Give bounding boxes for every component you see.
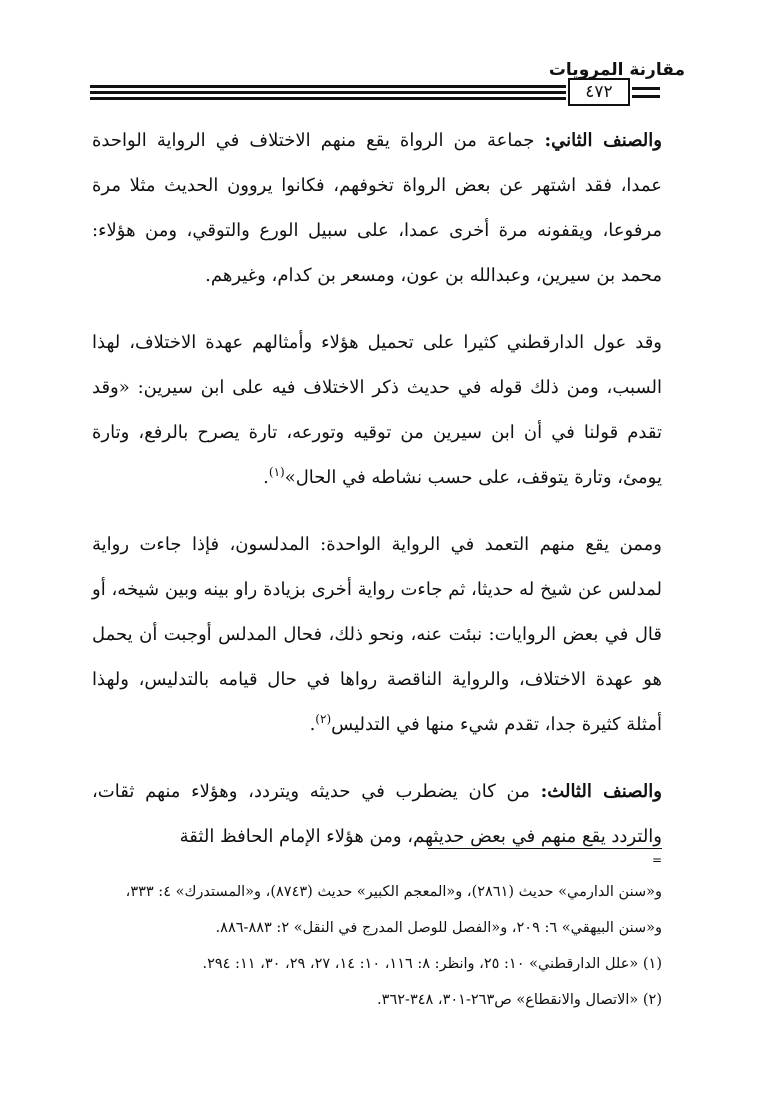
paragraph-text: من كان يضطرب في حديثه ويتردد، وهؤلاء منهم ثقات، والتردد يقع منهم في بعض حديثهم، ومن هؤلاء الإمام الحافظ الثقة: [92, 781, 662, 847]
paragraph: [92, 320, 662, 500]
paragraph-lead: والصنف الثالث:: [540, 781, 662, 802]
header-rule: [90, 85, 566, 88]
paragraph-lead: والصنف الثاني:: [544, 130, 662, 151]
footnote: (٢) «الاتصال والانقطاع» ص٢٦٣-٣٠١، ٣٤٨-٣٦٢.: [377, 992, 662, 1008]
paragraph-tail: .: [263, 467, 269, 488]
footnote-separator: [428, 848, 662, 849]
header-rule: [90, 97, 566, 100]
paragraph: [92, 522, 662, 747]
main-text: [92, 118, 662, 881]
footnote-continuation-mark: =: [652, 853, 663, 867]
running-header-title: مقارنة المرويات: [548, 60, 685, 80]
footnote: (١) «علل الدارقطني» ١٠: ٢٥، وانظر: ٨: ١١٦، ١٠: ١٤، ٢٧، ٢٩، ٣٠، ١١: ٢٩٤.: [202, 956, 662, 972]
paragraph-tail: .: [309, 714, 316, 735]
paragraph-text: جماعة من الرواة يقع منهم الاختلاف في الرواية الواحدة عمدا، فقد اشتهر عن بعض الرواة تخوفهم، فكانوا يروون الحديث مثلا مرة مرفوعا، ويقفونه مرة أخرى عمدا، على سبيل الورع والتوقي، ومن هؤلاء: محمد بن سيرين، وعبدالله بن عون، ومسعر بن كدام، وغيرهم.: [92, 130, 662, 286]
paragraph-text: وقد عول الدارقطني كثيرا على تحميل هؤلاء وأمثالهم عهدة الاختلاف، لهذا السبب، ومن ذلك قوله في حديث ذكر الاختلاف فيه على ابن سيرين: «وقد تقدم قولنا في أن ابن سيرين من توقيه وتورعه، تارة يصرح بالرفع، وتارة يومئ، وتارة يتوقف، على حسب نشاطه في الحال»: [92, 332, 662, 488]
footnote: و«سنن الدارمي» حديث (٢٨٦١)، و«المعجم الكبير» حديث (٨٧٤٣)، و«المستدرك» ٤: ٣٣٣، و«سنن البيهقي» ٦: ٢٠٩، و«الفصل للوصل المدرج في النقل» ٢: ٨٨٣-٨٨٦.: [125, 884, 662, 936]
paragraph-text: وممن يقع منهم التعمد في الرواية الواحدة: المدلسون، فإذا جاءت رواية لمدلس عن شيخ له حديثا، ثم جاءت رواية أخرى بزيادة راو بينه وبين شيخه، أو قال في بعض الروايات: نبئت عنه، ونحو ذلك، فحال المدلس أوجبت أن يحمل هو عهدة الاختلاف، والرواية الناقصة رواها في حال قيامه بالتدليس، ولهذا أمثلة كثيرة جدا، تقدم شيء منها في التدليس: [92, 534, 662, 735]
header-rule: [632, 87, 660, 90]
header-rule: [632, 95, 660, 98]
paragraph: [92, 769, 662, 859]
page-number: ٤٧٢: [568, 78, 630, 106]
header-rule: [90, 91, 566, 94]
footnote-ref[interactable]: (١): [268, 465, 285, 479]
footnote-ref[interactable]: (٢): [315, 712, 332, 726]
paragraph: [92, 118, 662, 298]
footnotes: [100, 874, 662, 1018]
